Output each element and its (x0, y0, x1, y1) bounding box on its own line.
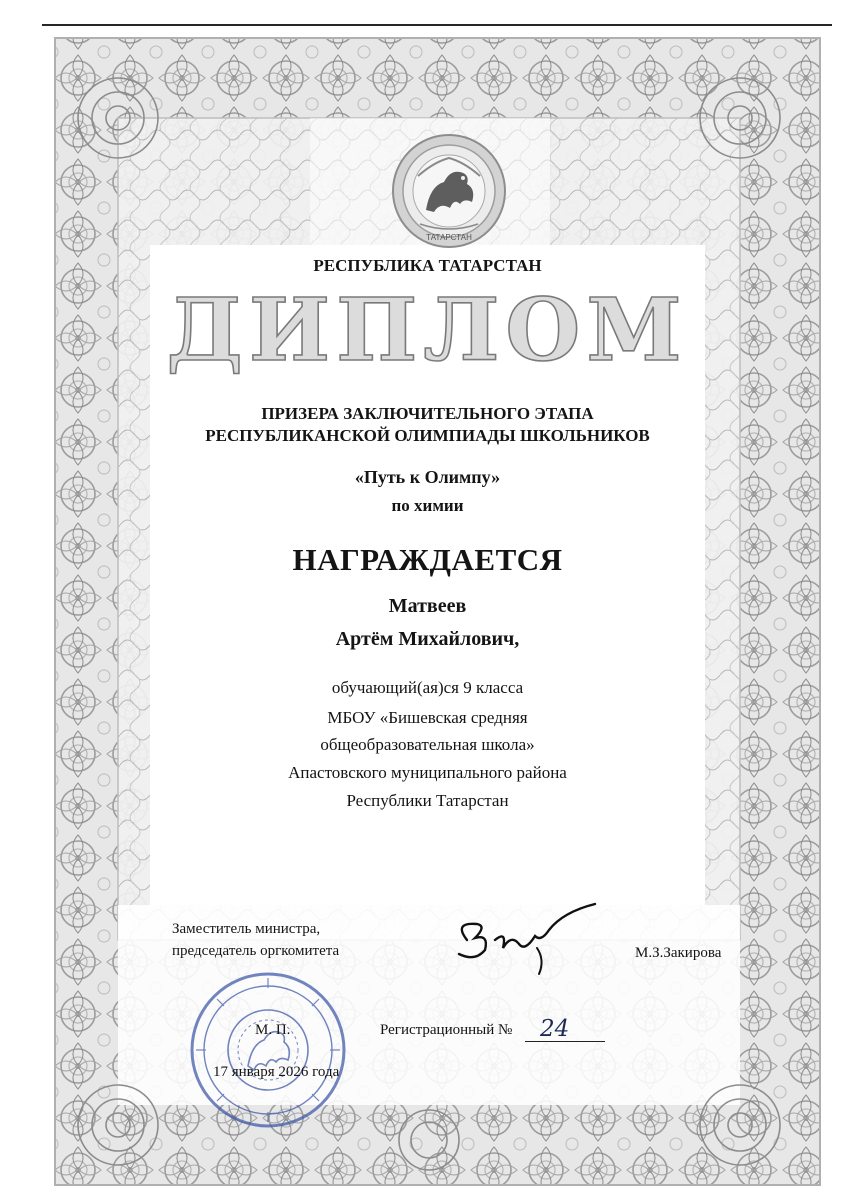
tatarstan-coat-of-arms (390, 132, 508, 250)
district-line: Апастовского муниципального района (288, 763, 567, 782)
registration-number: 24 (540, 1016, 570, 1042)
school-line-1: МБОУ «Бишевская средняя (327, 708, 528, 727)
subtitle-line-2: РЕСПУБЛИКАНСКОЙ ОЛИМПИАДЫ ШКОЛЬНИКОВ (205, 426, 650, 445)
signer-position-line-1: Заместитель министра, (172, 921, 321, 937)
olympiad-name: «Путь к Олимпу» (354, 467, 501, 487)
region-title: РЕСПУБЛИКА ТАТАРСТАН (313, 256, 542, 275)
student-grade: обучающий(ая)ся 9 класса (331, 678, 524, 697)
seal-placeholder-label: М. П. (255, 1022, 291, 1038)
republic-line: Республики Татарстан (346, 791, 509, 810)
olympiad-subject: по химии (391, 496, 464, 515)
recipient-name: Артём Михайлович, (335, 628, 520, 650)
subtitle-line-1: ПРИЗЕРА ЗАКЛЮЧИТЕЛЬНОГО ЭТАПА (261, 404, 594, 423)
issue-date: 17 января 2026 года (213, 1064, 340, 1080)
signer-position-line-2: председатель оргкомитета (172, 943, 340, 959)
emblem-label: ТАТАРСТАН (426, 233, 472, 242)
signer-name: М.З.Закирова (635, 945, 722, 961)
recipient-last-name: Матвеев (388, 595, 467, 617)
official-stamp (188, 970, 348, 1130)
school-line-2: общеобразовательная школа» (320, 735, 535, 754)
diploma-heading (150, 268, 705, 378)
handwritten-signature (445, 900, 615, 980)
registration-label: Регистрационный № (380, 1022, 513, 1038)
awarded-heading: НАГРАЖДАЕТСЯ (292, 542, 563, 577)
diploma-title: ДИПЛОМ (166, 280, 688, 378)
